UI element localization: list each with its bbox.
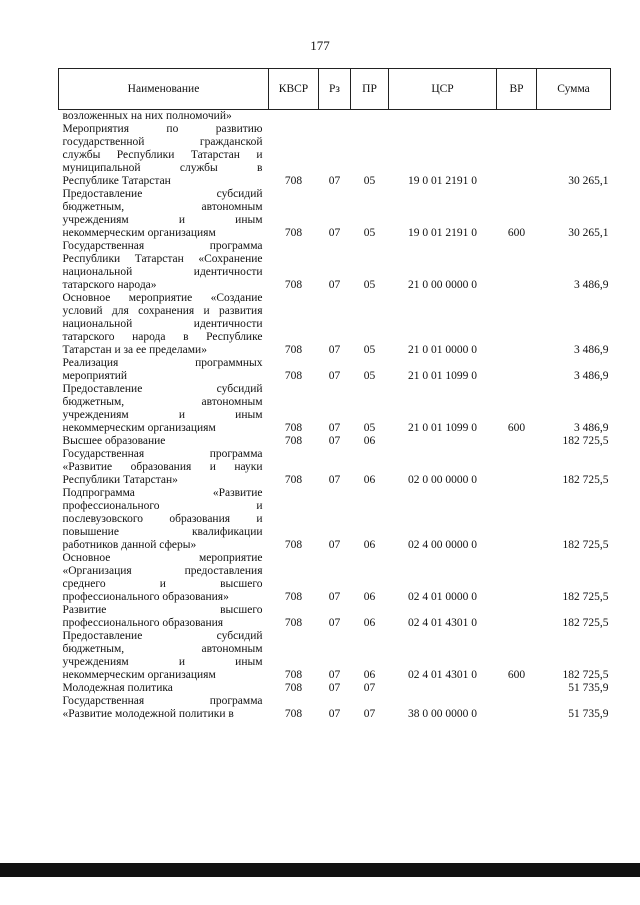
cell-vr [497,357,537,383]
cell-sum: 3 486,9 [574,370,609,382]
cell-kvsr: 708 [284,435,303,447]
table-row [59,695,611,721]
cell-csr: 21 0 01 1099 0 [408,422,477,434]
cell-rz: 07 [328,591,341,603]
cell-name-line: работников данной сферы» [62,539,197,551]
cell-csr: 21 0 01 1099 0 [408,370,477,382]
cell-pr: 05 [363,344,376,356]
cell-kvsr: 708 [284,682,303,694]
cell-pr: 07 [363,708,376,720]
cell-pr: 05 [363,370,376,382]
cell-name-line: мероприятий [62,370,128,382]
cell-pr: 05 [363,227,376,239]
table-row [59,383,611,435]
cell-name [59,110,269,124]
cell-rz: 07 [328,422,341,434]
cell-kvsr: 708 [284,591,303,603]
header-vr: ВР [497,69,537,110]
cell-csr [389,435,497,448]
cell-kvsr: 708 [284,370,303,382]
cell-rz: 07 [328,708,341,720]
cell-csr: 21 0 01 0000 0 [408,344,477,356]
cell-name [59,292,269,357]
cell-rz: 07 [328,617,341,629]
cell-rz: 07 [328,682,341,694]
cell-name-line: «Развитие молодежной политики в [62,708,234,720]
cell-rz: 07 [328,227,341,239]
cell-name-line: Республике Татарстан [62,175,171,187]
cell-vr [497,552,537,604]
cell-name-line: бюджетным, автономным [62,396,263,408]
cell-name-line: Основное мероприятие [62,552,263,564]
header-csr: ЦСР [389,69,497,110]
cell-name-line: Татарстан и за ее пределами» [62,344,207,356]
cell-sum: 182 725,5 [562,539,609,551]
table-row [59,448,611,487]
cell-name-line: возложенных на них полномочий» [62,110,232,122]
header-sum: Сумма [537,69,611,110]
cell-csr: 19 0 01 2191 0 [408,175,477,187]
cell-name-line: Предоставление субсидий [62,630,263,642]
cell-csr [389,682,497,695]
table-row [59,630,611,682]
cell-name-line: Республики Татарстан «Сохранение [62,253,263,265]
cell-name-line: учреждениям и иным [62,656,263,668]
cell-pr [351,110,389,124]
cell-sum: 3 486,9 [574,279,609,291]
cell-name-line: среднего и высшего [62,578,263,590]
cell-name-line: «Развитие образования и науки [62,461,263,473]
cell-rz: 07 [328,279,341,291]
cell-name [59,188,269,240]
cell-vr [497,604,537,630]
cell-csr: 02 4 01 4301 0 [408,669,477,681]
cell-sum: 182 725,5 [562,617,609,629]
cell-vr [497,123,537,188]
cell-name-line: Государственная программа [62,240,263,252]
cell-rz: 07 [328,435,341,447]
cell-name [59,552,269,604]
cell-rz: 07 [328,175,341,187]
cell-name-line: профессионального образования [62,617,224,629]
cell-kvsr: 708 [284,227,303,239]
cell-name-line: учреждениям и иным [62,409,263,421]
cell-sum: 51 735,9 [568,682,609,694]
cell-name-line: Предоставление субсидий [62,383,263,395]
cell-vr [497,448,537,487]
cell-rz: 07 [328,344,341,356]
table-row [59,110,611,124]
cell-pr: 06 [363,474,376,486]
cell-name-line: Республики Татарстан» [62,474,178,486]
cell-name [59,383,269,435]
cell-name-line: профессионального и [62,500,263,512]
cell-name-line: некоммерческим организациям [62,669,216,681]
cell-rz: 07 [328,539,341,551]
table-row [59,552,611,604]
cell-rz: 07 [328,474,341,486]
cell-kvsr: 708 [284,617,303,629]
cell-pr: 05 [363,279,376,291]
cell-name-line: национальной идентичности [62,318,263,330]
cell-name [59,357,269,383]
cell-name-line: послевузовского образования и [62,513,263,525]
scan-bottom-bar [0,863,640,877]
cell-pr: 06 [363,669,376,681]
header-kvsr: КВСР [269,69,319,110]
cell-sum: 3 486,9 [574,344,609,356]
cell-name-line: профессионального образования» [62,591,229,603]
cell-sum [537,110,611,124]
cell-kvsr: 708 [284,474,303,486]
cell-pr: 07 [363,682,376,694]
cell-name-line: учреждениям и иным [62,214,263,226]
cell-name-line: бюджетным, автономным [62,643,263,655]
cell-rz [319,110,351,124]
cell-name-line: некоммерческим организациям [62,422,216,434]
table-row [59,357,611,383]
table-body [59,110,611,722]
cell-vr: 600 [507,669,526,681]
cell-pr: 05 [363,422,376,434]
cell-pr: 06 [363,435,376,447]
table-row [59,487,611,552]
cell-sum: 30 265,1 [568,227,609,239]
header-name: Наименование [59,69,269,110]
cell-csr: 02 4 01 0000 0 [408,591,477,603]
cell-kvsr: 708 [284,669,303,681]
cell-name [59,435,269,448]
cell-kvsr: 708 [284,344,303,356]
cell-name-line: некоммерческим организациям [62,227,216,239]
cell-name-line: бюджетным, автономным [62,201,263,213]
cell-name-line: Реализация программных [62,357,263,369]
cell-kvsr: 708 [284,539,303,551]
cell-pr: 06 [363,591,376,603]
table-row [59,240,611,292]
cell-kvsr: 708 [284,279,303,291]
cell-kvsr [269,110,319,124]
cell-vr [497,695,537,721]
cell-name-line: татарского народа» [62,279,157,291]
cell-sum: 182 725,5 [562,474,609,486]
cell-kvsr: 708 [284,175,303,187]
cell-vr [497,682,537,695]
page-number: 177 [310,38,330,53]
cell-rz: 07 [328,370,341,382]
cell-vr [497,240,537,292]
cell-name-line: условий для сохранения и развития [62,305,263,317]
cell-csr: 38 0 00 0000 0 [408,708,477,720]
cell-sum: 182 725,5 [562,669,609,681]
cell-name-line: «Организация предоставления [62,565,263,577]
cell-sum: 182 725,5 [562,435,609,447]
cell-name [59,695,269,721]
cell-kvsr: 708 [284,708,303,720]
cell-name-line: Молодежная политика [62,682,173,694]
cell-csr: 02 4 00 0000 0 [408,539,477,551]
cell-name-line: государственной гражданской [62,136,263,148]
table-row [59,435,611,448]
cell-sum: 51 735,9 [568,708,609,720]
header-rz: Рз [319,69,351,110]
cell-csr: 19 0 01 2191 0 [408,227,477,239]
cell-vr [497,292,537,357]
cell-name-line: национальной идентичности [62,266,263,278]
cell-name [59,123,269,188]
cell-sum: 3 486,9 [574,422,609,434]
cell-name-line: Подпрограмма «Развитие [62,487,263,499]
table-row [59,123,611,188]
cell-csr: 21 0 00 0000 0 [408,279,477,291]
cell-csr [389,110,497,124]
cell-vr [497,110,537,124]
table-header-row [59,69,611,110]
table-row [59,292,611,357]
cell-name-line: Мероприятия по развитию [62,123,263,135]
cell-name-line: Основное мероприятие «Создание [62,292,263,304]
cell-name-line: Развитие высшего [62,604,263,616]
cell-name [59,630,269,682]
cell-name [59,487,269,552]
budget-table [58,68,611,721]
cell-pr: 06 [363,539,376,551]
cell-pr: 06 [363,617,376,629]
cell-sum: 182 725,5 [562,591,609,603]
cell-name-line: службы Республики Татарстан и [62,149,263,161]
cell-name-line: Предоставление субсидий [62,188,263,200]
cell-name [59,448,269,487]
cell-name [59,240,269,292]
cell-name [59,604,269,630]
cell-rz: 07 [328,669,341,681]
cell-kvsr: 708 [284,422,303,434]
cell-vr [497,435,537,448]
cell-name-line: татарского народа в Республике [62,331,263,343]
table-row [59,604,611,630]
cell-csr: 02 4 01 4301 0 [408,617,477,629]
cell-name-line: Государственная программа [62,695,263,707]
cell-name-line: повышение квалификации [62,526,263,538]
cell-name-line: Высшее образование [62,435,166,447]
cell-name [59,682,269,695]
cell-vr [497,487,537,552]
cell-name-line: Государственная программа [62,448,263,460]
cell-pr: 05 [363,175,376,187]
cell-sum: 30 265,1 [568,175,609,187]
table-row [59,682,611,695]
table-row [59,188,611,240]
cell-vr: 600 [507,227,526,239]
cell-csr: 02 0 00 0000 0 [408,474,477,486]
header-pr: ПР [351,69,389,110]
cell-vr: 600 [507,422,526,434]
cell-name-line: муниципальной службы в [62,162,263,174]
